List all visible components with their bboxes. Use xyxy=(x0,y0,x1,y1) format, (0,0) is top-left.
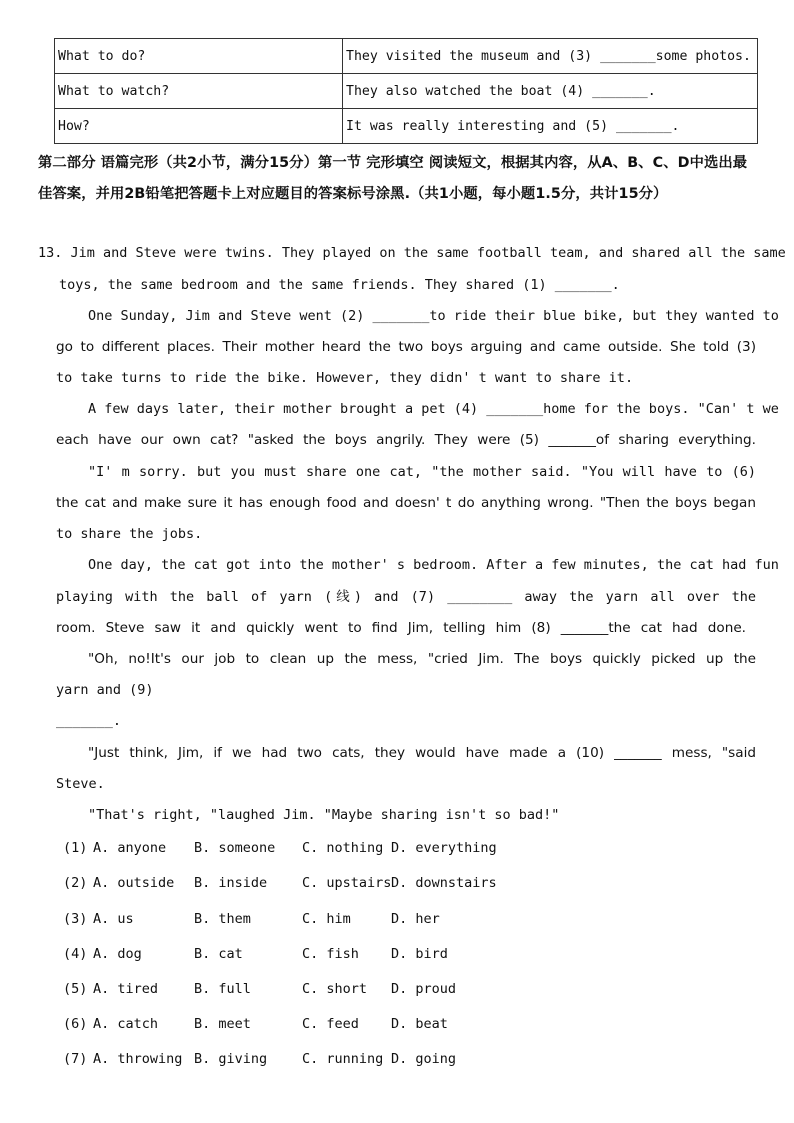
option-a[interactable]: A. outside xyxy=(93,875,175,891)
passage-line: toys, the same bedroom and the same friends. They shared (1) _______. xyxy=(59,277,620,293)
option-c[interactable]: C. running xyxy=(302,1051,384,1067)
passage-line: to take turns to ride the bike. However, they didn' t want to share it. xyxy=(56,370,634,386)
question-number: (5) xyxy=(63,981,88,997)
option-c[interactable]: C. feed xyxy=(302,1016,359,1032)
passage-line: go to different places. Their mother heard the two boys arguing and came outside. She told (3) xyxy=(56,339,756,355)
option-a[interactable]: A. tired xyxy=(93,981,159,997)
option-a[interactable]: A. catch xyxy=(93,1016,159,1032)
passage-line: each have our own cat? "asked the boys angrily. They were (5) _______of sharing everything. xyxy=(56,432,756,448)
question-number: (6) xyxy=(63,1016,88,1032)
table-cell-label: What to do? xyxy=(55,39,343,74)
option-c[interactable]: C. fish xyxy=(302,946,359,962)
passage-line: "That's right, "laughed Jim. "Maybe sharing isn't so bad!" xyxy=(88,807,560,823)
option-c[interactable]: C. him xyxy=(302,911,351,927)
option-d[interactable]: D. beat xyxy=(391,1016,448,1032)
info-table xyxy=(54,38,758,144)
section-heading: 第二部分 语篇完形（共2小节，满分15分）第一节 完形填空 阅读短文，根据其内容，从A、B、C、D中选出最佳答案，并用2B铅笔把答题卡上对应题目的答案标号涂黑.（共1小题，每小题1.5分，共计15分） xyxy=(38,155,748,202)
passage-line: 13. Jim and Steve were twins. They played on the same football team, and shared all the same xyxy=(38,245,786,261)
option-b[interactable]: B. them xyxy=(194,911,251,927)
table-row xyxy=(55,109,758,144)
table-cell-label: What to watch? xyxy=(55,74,343,109)
option-a[interactable]: A. dog xyxy=(93,946,142,962)
table-cell-label: How? xyxy=(55,109,343,144)
option-d[interactable]: D. bird xyxy=(391,946,448,962)
passage-line: the cat and make sure it has enough food and doesn' t do anything wrong. "Then the boys began xyxy=(56,495,756,511)
option-b[interactable]: B. giving xyxy=(194,1051,268,1067)
option-d[interactable]: D. going xyxy=(391,1051,457,1067)
option-b[interactable]: B. full xyxy=(194,981,251,997)
passage-line: One Sunday, Jim and Steve went (2) _______to ride their blue bike, but they wanted to xyxy=(88,308,779,324)
passage-line: room. Steve saw it and quickly went to find Jim, telling him (8) _______the cat had done. xyxy=(56,620,746,636)
option-c[interactable]: C. nothing xyxy=(302,840,384,856)
option-b[interactable]: B. cat xyxy=(194,946,243,962)
table-cell-content: It was really interesting and (5) _______. xyxy=(343,109,758,144)
option-a[interactable]: A. throwing xyxy=(93,1051,183,1067)
option-b[interactable]: B. someone xyxy=(194,840,276,856)
passage-line: playing with the ball of yarn (线) and (7) ________ away the yarn all over the xyxy=(56,589,756,605)
passage-line: One day, the cat got into the mother' s bedroom. After a few minutes, the cat had fun xyxy=(88,557,779,573)
option-d[interactable]: D. downstairs xyxy=(391,875,497,891)
table-cell-content: They also watched the boat (4) _______. xyxy=(343,74,758,109)
question-number: (2) xyxy=(63,875,88,891)
table-row xyxy=(55,39,758,74)
passage-line: to share the jobs. xyxy=(56,526,203,542)
passage-line: yarn and (9) xyxy=(56,682,154,698)
passage-line: A few days later, their mother brought a pet (4) _______home for the boys. "Can' t we xyxy=(88,401,779,417)
option-b[interactable]: B. meet xyxy=(194,1016,251,1032)
table-row xyxy=(55,74,758,109)
option-d[interactable]: D. everything xyxy=(391,840,497,856)
table-cell-content: They visited the museum and (3) _______some photos. xyxy=(343,39,758,74)
passage-line: Steve. xyxy=(56,776,105,792)
option-c[interactable]: C. short xyxy=(302,981,368,997)
question-number: (1) xyxy=(63,840,88,856)
option-c[interactable]: C. upstairs xyxy=(302,875,392,891)
option-d[interactable]: D. proud xyxy=(391,981,457,997)
option-b[interactable]: B. inside xyxy=(194,875,268,891)
question-number: (4) xyxy=(63,946,88,962)
passage-line: "Oh, no!It's our job to clean up the mess, "cried Jim. The boys quickly picked up the xyxy=(88,651,756,667)
question-number: (7) xyxy=(63,1051,88,1067)
option-d[interactable]: D. her xyxy=(391,911,440,927)
passage-line: _______. xyxy=(56,713,122,729)
passage-line: "I' m sorry. but you must share one cat, "the mother said. "You will have to (6) xyxy=(88,464,756,480)
option-a[interactable]: A. us xyxy=(93,911,134,927)
passage-line: "Just think, Jim, if we had two cats, they would have made a (10) _______ mess, "said xyxy=(88,745,756,761)
question-number: (3) xyxy=(63,911,88,927)
option-a[interactable]: A. anyone xyxy=(93,840,167,856)
